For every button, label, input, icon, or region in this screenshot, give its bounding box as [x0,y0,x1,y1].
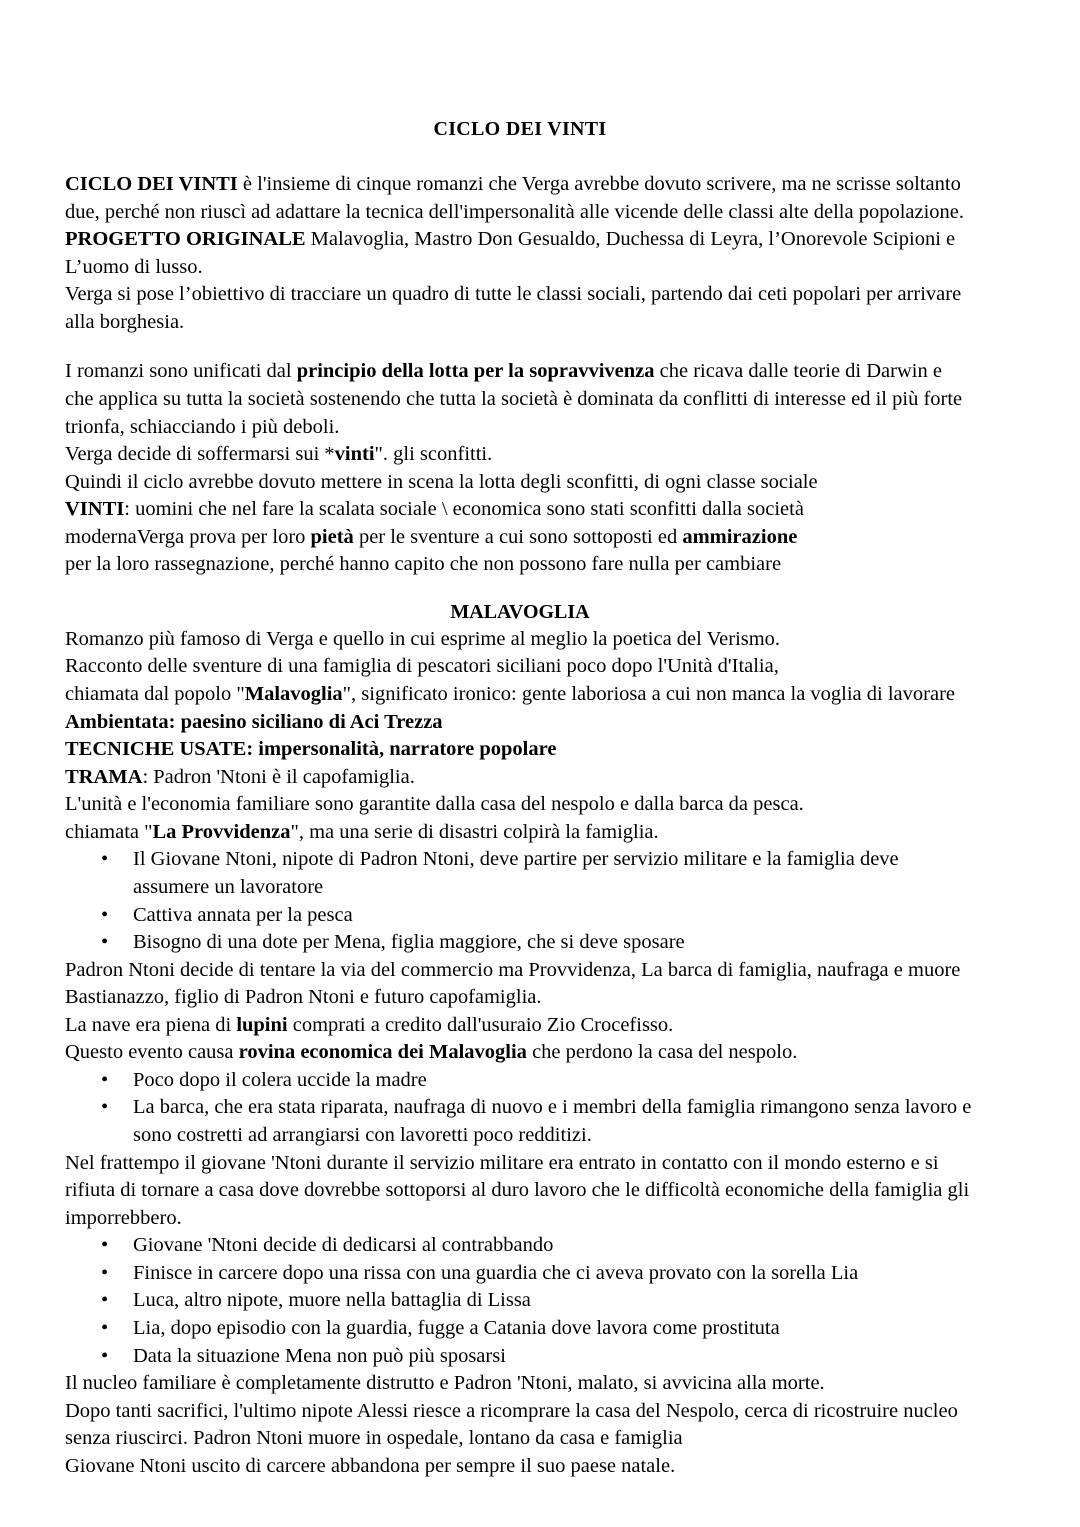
principle-p5-bold1: pietà [310,525,354,548]
principle-p2-a: Verga decide di soffermarsi sui * [65,443,335,466]
list-item: • La barca, che era stata riparata, naufraga di nuovo e i membri della famiglia rimangono senza lavoro e sono costretti ad arrangiarsi con lavoretti poco redditizi. [65,1094,975,1149]
malavoglia-paragraph-6: Padron Ntoni decide di tentare la via del commercio ma Provvidenza, La barca di famiglia, naufraga e muore Bastianazzo, figlio di Padron Ntoni e futuro capofamiglia. [65,958,961,1009]
malavoglia-p3-b: ", significato ironico: gente laboriosa a cui non manca la voglia di lavorare [342,683,955,705]
malavoglia-p3-a: chiamata dal popolo " [65,683,245,705]
malavoglia-paragraph-7 [65,1012,975,1040]
spacer-1 [65,336,975,358]
malavoglia-p8-a: Questo evento causa [65,1041,239,1064]
page-title: CICLO DEI VINTI [433,118,607,140]
list-item: • Bisogno di una dote per Mena, figlia maggiore, che si deve sposare [65,929,975,957]
principle-p5-b: per le sventure a cui sono sottoposti ed [353,525,683,548]
intro-p2-rest: Malavoglia, Mastro Don Gesualdo, Duchessa di Leyra, l’Onorevole Scipioni e L’uomo di lusso. [65,228,956,278]
principle-p2-bold: vinti [334,443,375,466]
bullet-list-2 [65,1067,975,1150]
principle-p5-bold2: ammirazione [682,525,798,548]
list-item: • Data la situazione Mena non può più sposarsi [65,1343,975,1371]
malavoglia-paragraph-10: Il nucleo familiare è completamente distrutto e Padron 'Ntoni, malato, si avvicina alla morte. [65,1372,825,1395]
malavoglia-paragraph-4: L'unità e l'economia familiare sono garantite dalla casa del nespolo e dalla barca da pesca. [65,793,804,816]
principle-paragraph-1 [65,358,975,441]
bullet-list-3 [65,1232,975,1370]
malavoglia-p7-a: La nave era piena di [65,1013,237,1036]
trama-label: TRAMA [65,765,143,788]
list-item: • Lia, dopo episodio con la guardia, fugge a Catania dove lavora come prostituta [65,1315,975,1343]
malavoglia-heading: MALAVOGLIA [450,600,590,623]
list-item: • Giovane 'Ntoni decide di dedicarsi al contrabbando [65,1232,975,1260]
malavoglia-p5-a: chiamata " [65,820,153,843]
intro-paragraph-1 [65,171,975,226]
list-item: • Poco dopo il colera uccide la madre [65,1067,975,1095]
spacer-2 [65,579,975,601]
principle-p1-bold: principio della lotta per la sopravvivenza [296,360,655,383]
malavoglia-paragraph-5 [65,819,975,847]
principle-paragraph-4 [65,496,975,524]
malavoglia-p3-bold: Malavoglia [244,683,343,705]
malavoglia-paragraph-9: Nel frattempo il giovane 'Ntoni durante il servizio militare era entrato in contatto con il mondo esterno e si rifiuta di tornare a casa dove dovrebbe sottoporsi al duro lavoro che le difficoltà economiche della famiglia gli imporrebbero. [65,1151,970,1229]
malavoglia-tecniche [65,736,975,764]
principle-p1-b: che ricava dalle teorie di Darwin e che applica su tutta la società sostenendo che tutta la società è dominata da conflitti di interesse ed il più forte trionfa, schiacciando i più deboli. [65,360,963,438]
intro-paragraph-3: Verga si pose l’obiettivo di tracciare un quadro di tutte le classi sociali, partendo dai ceti popolari per arrivare alla borghesia. [65,283,962,333]
principle-paragraph-3: Quindi il ciclo avrebbe dovuto mettere in scena la lotta degli sconfitti, di ogni classe sociale [65,470,818,493]
list-item: • Il Giovane Ntoni, nipote di Padron Ntoni, deve partire per servizio militare e la famiglia deve assumere un lavoratore [65,846,975,901]
malavoglia-p5-bold: La Provvidenza [152,820,291,843]
list-item: • Finisce in carcere dopo una rissa con una guardia che ci aveva provato con la sorella Lia [65,1260,975,1288]
tecniche-rest: : impersonalità, narratore popolare [246,738,557,761]
malavoglia-paragraph-12: Giovane Ntoni uscito di carcere abbandona per sempre il suo paese natale. [65,1454,676,1477]
malavoglia-paragraph-1: Romanzo più famoso di Verga e quello in cui esprime al meglio la poetica del Verismo. [65,627,781,650]
list-item: • Cattiva annata per la pesca [65,902,975,930]
principle-paragraph-2 [65,441,975,469]
principle-p1-a: I romanzi sono unificati dal [65,360,297,383]
intro-p2-bold: PROGETTO ORIGINALE [65,228,306,251]
malavoglia-p8-b: che perdono la casa del nespolo. [526,1041,798,1064]
principle-section [65,358,975,579]
principle-p5-a: modernaVerga prova per loro [65,525,311,548]
bullet-list-1 [65,846,975,956]
intro-section [65,171,975,336]
malavoglia-trama [65,764,975,792]
malavoglia-paragraph-8 [65,1039,975,1067]
principle-p4-rest: : uomini che nel fare la scalata sociale \ economica sono stati sconfitti dalla società [124,498,804,521]
malavoglia-paragraph-3 [65,681,975,709]
intro-paragraph-2 [65,226,975,281]
malavoglia-p7-bold: lupini [236,1013,288,1036]
principle-paragraph-6: per la loro rassegnazione, perché hanno capito che non possono fare nulla per cambiare [65,553,782,576]
principle-p4-bold: VINTI [65,498,125,521]
list-item: • Luca, altro nipote, muore nella battaglia di Lissa [65,1287,975,1315]
intro-p1-bold: CICLO DEI VINTI [65,173,238,195]
ambientata-text: Ambientata: paesino siciliano di Aci Trezza [65,710,443,733]
principle-p2-b: ". gli sconfitti. [374,443,493,466]
principle-paragraph-5 [65,524,975,552]
trama-rest: : Padron 'Ntoni è il capofamiglia. [142,765,415,788]
tecniche-label: TECNICHE USATE [65,738,247,761]
malavoglia-section [65,601,975,1480]
malavoglia-p5-b: ", ma una serie di disastri colpirà la famiglia. [290,820,659,843]
intro-p1-rest: è l'insieme di cinque romanzi che Verga avrebbe dovuto scrivere, ma ne scrisse soltanto due, perché non riuscì ad adattare la tecnica dell'impersonalità alle vicende delle classi alte della popolazione. [65,173,965,223]
malavoglia-p7-b: comprati a credito dall'usuraio Zio Crocefisso. [287,1013,674,1036]
malavoglia-ambientata [65,709,975,737]
malavoglia-paragraph-11: Dopo tanti sacrifici, l'ultimo nipote Alessi riesce a ricomprare la casa del Nespolo, cerca di ricostruire nucleo senza riuscirci. Padron Ntoni muore in ospedale, lontano da casa e famiglia [65,1399,958,1450]
malavoglia-paragraph-2: Racconto delle sventure di una famiglia di pescatori siciliani poco dopo l'Unità d'Italia, [65,655,779,678]
malavoglia-p8-bold: rovina economica dei Malavoglia [238,1041,527,1064]
